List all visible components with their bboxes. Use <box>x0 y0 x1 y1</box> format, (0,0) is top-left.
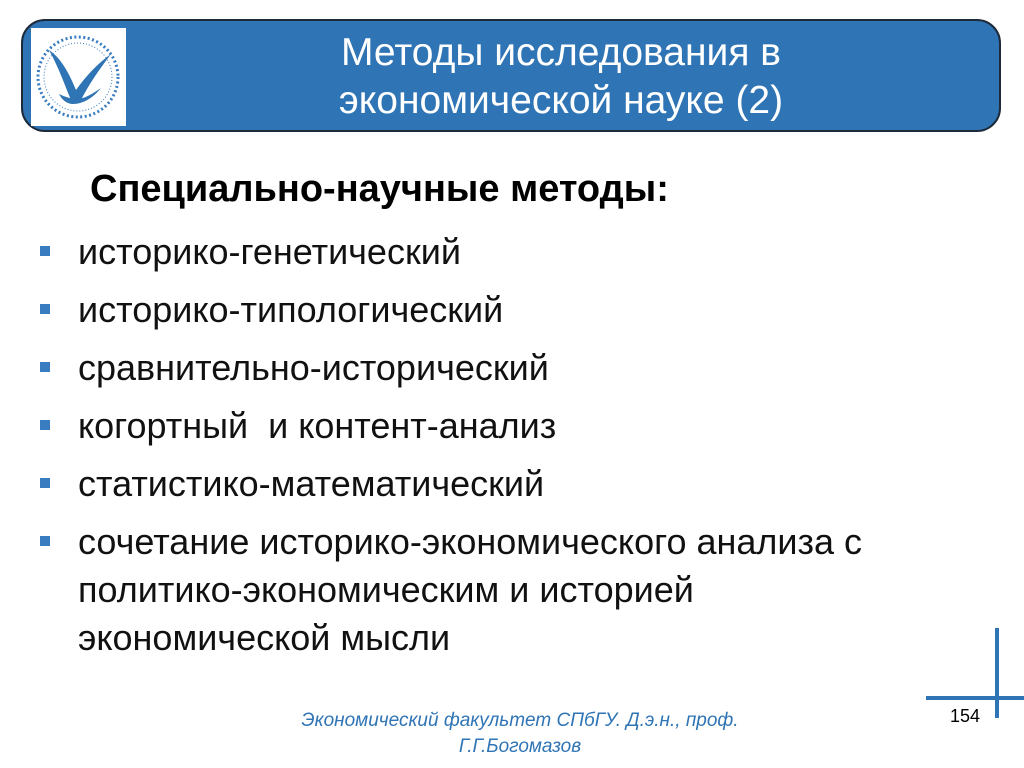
list-item-text: историко-типологический <box>78 289 504 330</box>
list-item-text-line-2: политико-экономическим и историей <box>78 569 694 610</box>
bullet-icon <box>40 420 50 430</box>
slide-title-line-1: Методы исследования в <box>341 31 781 74</box>
page-number: 154 <box>950 706 981 726</box>
bullet-icon <box>40 362 50 372</box>
title-banner <box>21 19 1001 132</box>
bullet-icon <box>40 536 50 546</box>
slide-title-line-2: экономической науке (2) <box>338 79 784 122</box>
section-heading: Специально-научные методы: <box>90 168 669 210</box>
footer-credit <box>200 708 840 760</box>
university-logo <box>31 28 126 126</box>
list-item <box>40 344 980 392</box>
decorative-vertical-line <box>995 628 999 718</box>
slide-title <box>143 29 979 125</box>
bird-logo-icon <box>31 28 126 126</box>
list-item-text: сравнительно-исторический <box>78 347 549 388</box>
bullet-icon <box>40 304 50 314</box>
footer-line-1: Экономический факультет СПбГУ. Д.э.н., проф. <box>301 710 739 731</box>
list-item-text-line-3: экономической мысли <box>78 617 451 658</box>
bullet-icon <box>40 478 50 488</box>
list-item-text: статистико-математический <box>78 463 545 504</box>
list-item <box>40 286 980 334</box>
bullet-icon <box>40 246 50 256</box>
list-item-text: когортный и контент-анализ <box>78 405 557 446</box>
footer-line-2: Г.Г.Богомазов <box>458 736 582 757</box>
decorative-horizontal-line <box>926 696 1024 700</box>
list-item-text-line-1: сочетание историко-экономического анализа с <box>78 521 863 562</box>
methods-list <box>40 228 980 672</box>
list-item <box>40 518 980 662</box>
list-item <box>40 402 980 450</box>
list-item <box>40 228 980 276</box>
list-item-text: историко-генетический <box>78 231 461 272</box>
list-item <box>40 460 980 508</box>
